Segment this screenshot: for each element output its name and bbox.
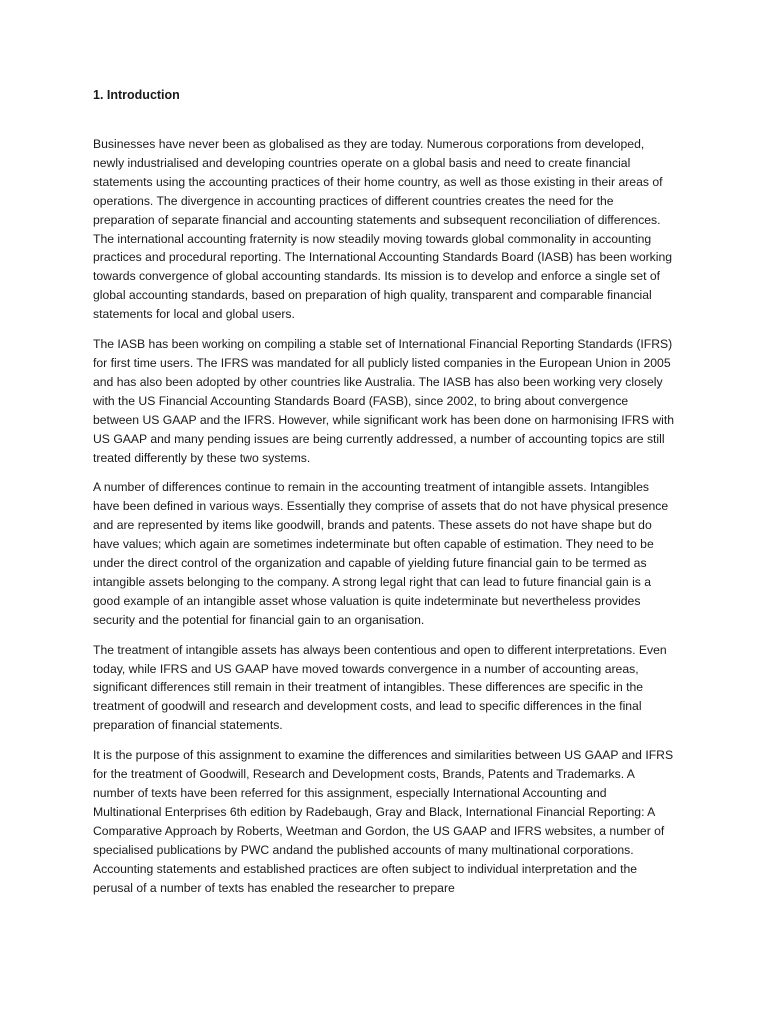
- paragraph-2: The IASB has been working on compiling a stable set of International Financial Reporting Standards (IFRS) for first time users. The IFRS was mandated for all publicly listed companies in the European Union in 2005 and has also been adopted by other countries like Australia. The IASB has also been working very closely with the US Financial Accounting Standards Board (FASB), since 2002, to bring about convergence between US GAAP and the IFRS. However, while significant work has been done on harmonising IFRS with US GAAP and many pending issues are being currently addressed, a number of accounting topics are still treated differently by these two systems.: [93, 337, 675, 465]
- section-heading: 1. Introduction: [93, 88, 180, 102]
- paragraph-4: The treatment of intangible assets has always been contentious and open to different interpretations. Even today, while IFRS and US GAAP have moved towards convergence in a number of accounting areas, significant differences still remain in their treatment of intangibles. These differences are specific in the treatment of goodwill and research and development costs, and lead to specific differences in the final preparation of financial statements.: [93, 642, 667, 733]
- paragraph-5: It is the purpose of this assignment to examine the differences and similarities between US GAAP and IFRS for the treatment of Goodwill, Research and Development costs, Brands, Patents and Trademarks. A number of texts have been referred for this assignment, especially International Accounting and Multinational Enterprises 6th edition by Radebaugh, Gray and Black, International Financial Reporting: A Comparative Approach by Roberts, Weetman and Gordon, the US GAAP and IFRS websites, a number of specialised publications by PWC andand the published accounts of many multinational corporations. Accounting statements and established practices are often subject to individual interpretation and the perusal of a number of texts has enabled the researcher to prepare: [93, 748, 674, 895]
- document-body: [93, 86, 677, 908]
- paragraph-3: A number of differences continue to remain in the accounting treatment of intangible assets. Intangibles have been defined in various ways. Essentially they comprise of assets that do not have physical presence and are represented by items like goodwill, brands and patents. These assets do not have shape but do have values; which again are sometimes indeterminate but often capable of estimation. They need to be under the direct control of the organization and capable of yielding future financial gain to be termed as intangible assets belonging to the company. A strong legal right that can lead to future financial gain is a good example of an intangible asset whose valuation is quite indeterminate but nevertheless provides security and the potential for financial gain to an organisation.: [93, 480, 669, 627]
- paragraph-1: Businesses have never been as globalised as they are today. Numerous corporations from developed, newly industrialised and developing countries operate on a global basis and need to create financial statements using the accounting practices of their home country, as well as those existing in their areas of operations. The divergence in accounting practices of different countries creates the need for the preparation of separate financial and accounting statements and subsequent reconciliation of differences. The international accounting fraternity is now steadily moving towards global commonality in accounting practices and procedural reporting. The International Accounting Standards Board (IASB) has been working towards convergence of global accounting standards. Its mission is to develop and enforce a single set of global accounting standards, based on preparation of high quality, transparent and comparable financial statements for local and global users.: [93, 137, 673, 322]
